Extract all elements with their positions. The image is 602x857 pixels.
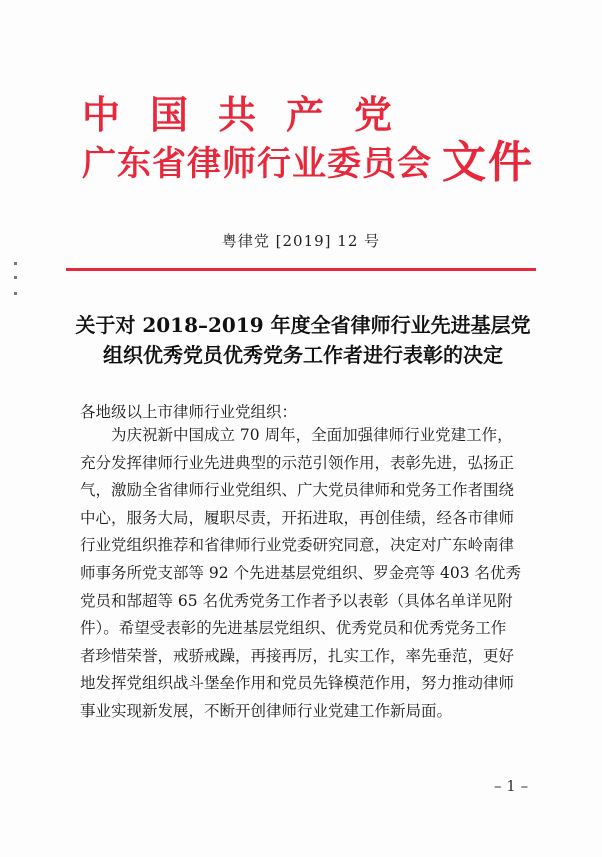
body-line: 充分发挥律师行业先进典型的示范引领作用，表彰先进，弘扬正 [80, 453, 515, 472]
issuing-organization [82, 92, 432, 190]
document-number: 粤律党 [2019] 12 号 [221, 232, 381, 250]
title-line-2: 组织优秀党员优秀党务工作者进行表彰的决定 [103, 343, 503, 367]
document-type-label: 文件 [442, 137, 534, 188]
body-line: 行业党组织推荐和省律师行业党委研究同意，决定对广东岭南律 [80, 536, 515, 555]
binding-hole-mark [14, 262, 17, 265]
body-line: 中心，服务大局，履职尽责，开拓进取，再创佳绩，经各市律师 [80, 508, 515, 527]
document-title [60, 310, 546, 370]
title-line-1: 关于对 2018–2019 年度全省律师行业先进基层党 [75, 313, 531, 337]
binding-hole-mark [14, 292, 17, 295]
page-number: – 1 – [494, 777, 529, 795]
org-name-line-1: 中国共产党 [82, 93, 423, 137]
org-name-line-2: 广东省律师行业委员会 [82, 144, 432, 184]
body-line: 党员和郜超等 65 名优秀党务工作者予以表彰（具体名单详见附 [80, 591, 513, 610]
red-divider-line [66, 268, 536, 271]
body-line: 地发挥党组织战斗堡垒作用和党员先锋模范作用，努力推动律师 [80, 674, 515, 693]
body-line: 件）。希望受表彰的先进基层党组织、优秀党员和优秀党务工作 [80, 619, 507, 638]
body-line: 师事务所党支部等 92 个先进基层党组织、罗金亮等 403 名优秀 [80, 563, 522, 582]
salutation: 各地级以上市律师行业党组织： [80, 403, 298, 421]
body-line: 者珍惜荣誉，戒骄戒躁，再接再厉，扎实工作，率先垂范，更好 [80, 646, 515, 665]
body-line: 事业实现新发展，不断开创律师行业党建工作新局面。 [80, 701, 453, 720]
binding-hole-mark [14, 276, 17, 279]
body-line: 气，激励全省律师行业党组织、广大党员律师和党务工作者围绕 [80, 481, 515, 500]
body-paragraph [80, 422, 530, 726]
body-line: 为庆祝新中国成立 70 周年，全面加强律师行业党建工作， [80, 426, 513, 444]
